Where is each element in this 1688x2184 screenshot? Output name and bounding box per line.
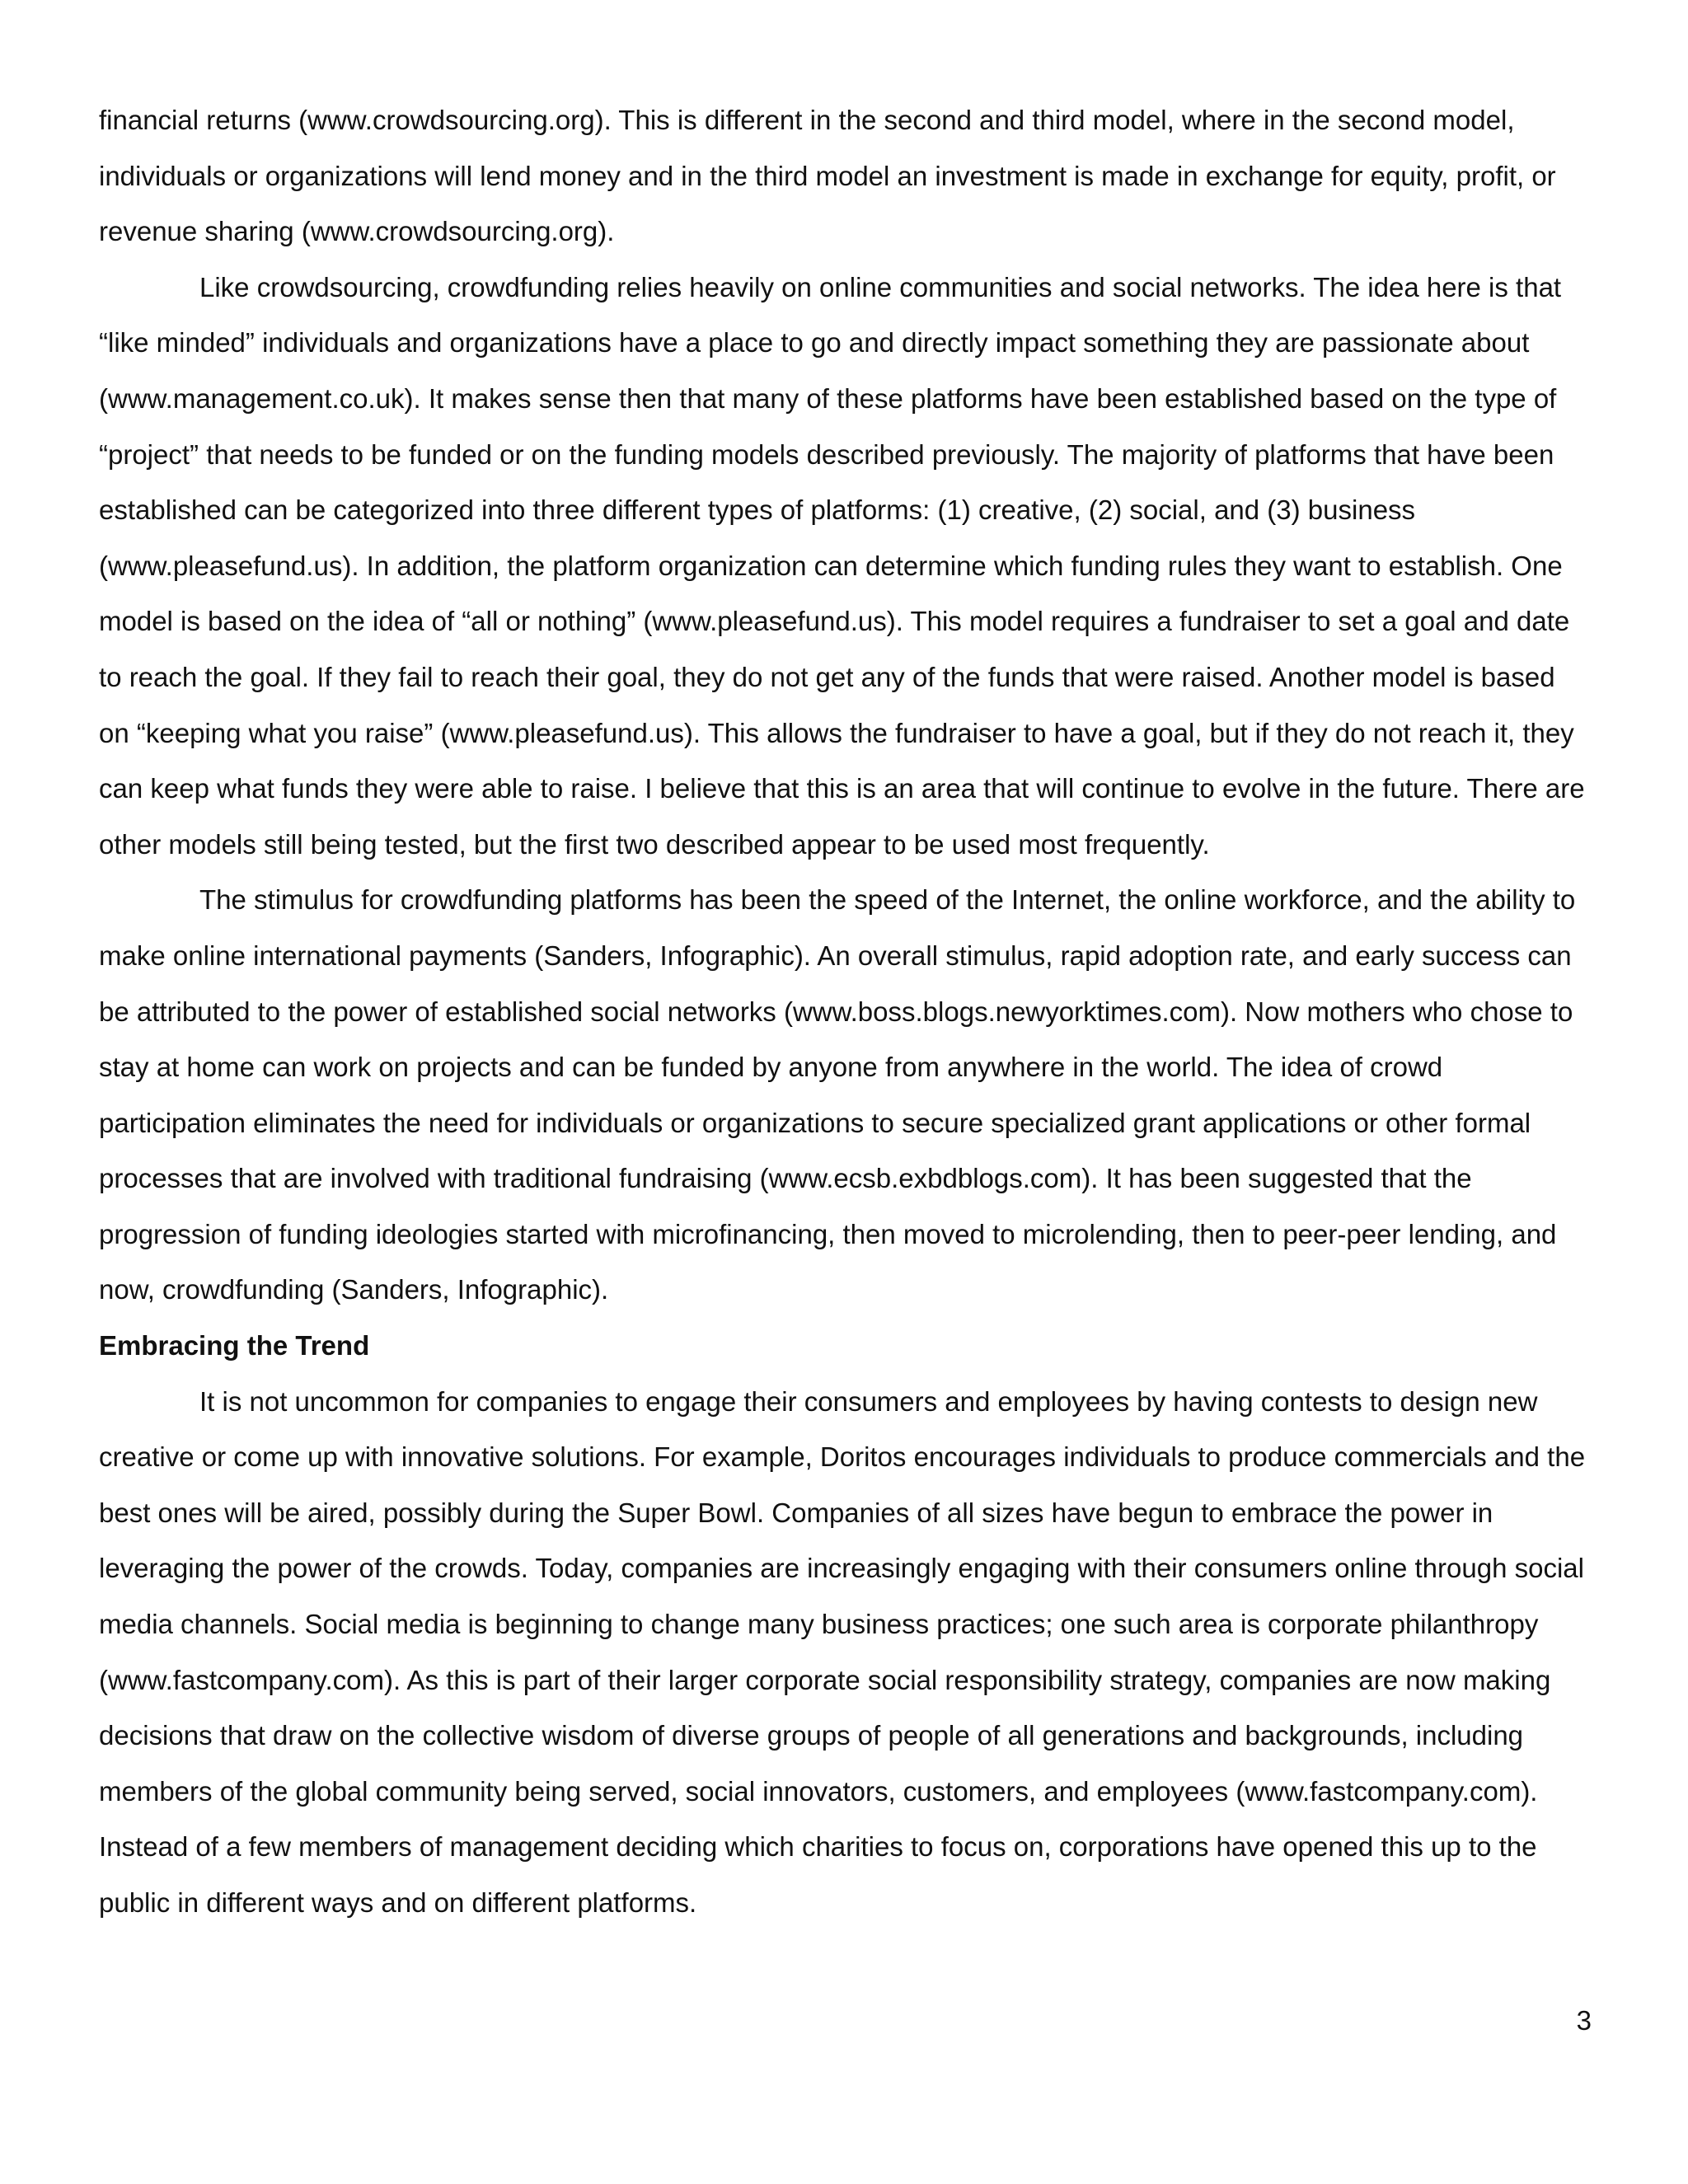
section-heading: Embracing the Trend bbox=[99, 1330, 370, 1361]
document-page bbox=[99, 92, 1587, 1931]
paragraph-crowdfunding-platforms: Like crowdsourcing, crowdfunding relies heavily on online communities and social networks. The idea here is that “like minded” individuals and organizations have a place to go and directly impact something they are passionate about (www.management.co.uk). It makes sense then that many of these platforms have been established based on the type of “project” that needs to be funded or on the funding models described previously. The majority of platforms that have been established can be categorized into three different types of platforms: (1) creative, (2) social, and (3) business (www.pleasefund.us). In addition, the platform organization can determine which funding rules they want to establish. One model is based on the idea of “all or nothing” (www.pleasefund.us). This model requires a fundraiser to set a goal and date to reach the goal. If they fail to reach their goal, they do not get any of the funds that were raised. Another model is based on “keeping what you raise” (www.pleasefund.us). This allows the fundraiser to have a goal, but if they do not reach it, they can keep what funds they were able to raise. I believe that this is an area that will continue to evolve in the future. There are other models still being tested, but the first two described appear to be used most frequently. bbox=[99, 271, 1585, 860]
paragraph-financial-returns: financial returns (www.crowdsourcing.org). This is different in the second and third model, where in the second model, individuals or organizations will lend money and in the third model an investment is made in exchange for equity, profit, or revenue sharing (www.crowdsourcing.org). bbox=[99, 105, 1556, 247]
paragraph-embracing-trend: It is not uncommon for companies to engage their consumers and employees by having contests to design new creative or come up with innovative solutions. For example, Doritos encourages individuals to produce commercials and the best ones will be aired, possibly during the Super Bowl. Companies of all sizes have begun to embrace the power in leveraging the power of the crowds. Today, companies are increasingly engaging with their consumers online through social media channels. Social media is beginning to change many business practices; one such area is corporate philanthropy (www.fastcompany.com). As this is part of their larger corporate social responsibility strategy, companies are now making decisions that draw on the collective wisdom of diverse groups of people of all generations and backgrounds, including members of the global community being served, social innovators, customers, and employees (www.fastcompany.com). Instead of a few members of management deciding which charities to focus on, corporations have opened this up to the public in different ways and on different platforms. bbox=[99, 1385, 1586, 1918]
paragraph-stimulus: The stimulus for crowdfunding platforms has been the speed of the Internet, the online workforce, and the ability to make online international payments (Sanders, Infographic). An overall stimulus, rapid adoption rate, and early success can be attributed to the power of established social networks (www.boss.blogs.newyorktimes.com). Now mothers who chose to stay at home can work on projects and can be funded by anyone from anywhere in the world. The idea of crowd participation eliminates the need for individuals or organizations to secure specialized grant applications or other formal processes that are involved with traditional fundraising (www.ecsb.exbdblogs.com). It has been suggested that the progression of funding ideologies started with microfinancing, then moved to microlending, then to peer-peer lending, and now, crowdfunding (Sanders, Infographic). bbox=[99, 884, 1576, 1305]
page-number: 3 bbox=[1576, 2005, 1592, 2036]
